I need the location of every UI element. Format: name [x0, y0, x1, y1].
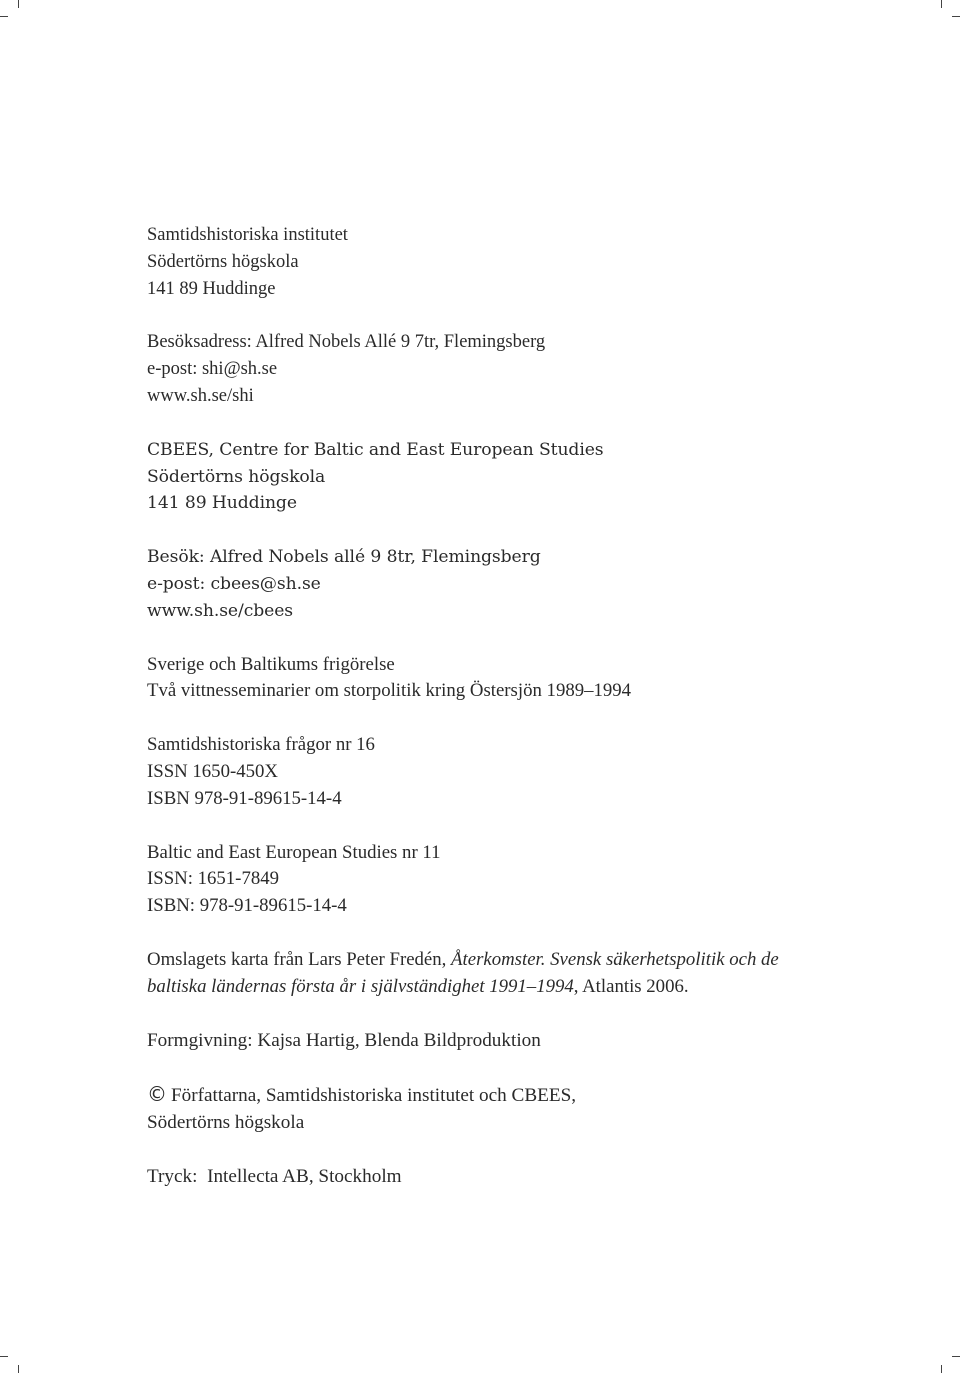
book-subtitle: Två vittnesseminarier om storpolitik kring Östersjön 1989–1994 — [147, 680, 632, 702]
series1-name: Samtidshistoriska frågor nr 16 — [147, 734, 375, 756]
cbees-email: e-post: cbees@sh.se — [147, 573, 321, 594]
crop-mark — [941, 1365, 942, 1373]
cbees-address-block — [147, 437, 847, 517]
copyright-holders: Författarna, Samtidshistoriska institutet och CBEES, — [171, 1085, 577, 1107]
copyright-icon: © — [147, 1082, 167, 1107]
print-credit-block — [147, 1164, 847, 1191]
cover-credit-suffix: , Atlantis 2006. — [573, 975, 689, 997]
shi-address-block — [147, 222, 847, 302]
crop-mark — [952, 1356, 960, 1357]
series2-isbn: ISBN: 978-91-89615-14-4 — [147, 895, 347, 917]
shi-name: Samtidshistoriska institutet — [147, 225, 348, 245]
cbees-contact-block — [147, 544, 847, 624]
cover-credit-line-2 — [147, 974, 847, 1001]
shi-visit-address: Besöksadress: Alfred Nobels Allé 9 7tr, Flemingsberg — [147, 332, 546, 353]
crop-mark — [0, 1356, 8, 1357]
copyright-block — [147, 1081, 847, 1137]
cover-credit-block — [147, 947, 847, 1001]
series2-block — [147, 840, 847, 920]
cbees-name: CBEES, Centre for Baltic and East European Studies — [147, 439, 604, 460]
print-credit: Tryck: Intellecta AB, Stockholm — [147, 1165, 402, 1187]
book-title: Sverige och Baltikums frigörelse — [147, 653, 395, 675]
shi-school: Södertörns högskola — [147, 251, 299, 272]
colophon — [147, 222, 847, 1218]
cover-credit-line-1 — [147, 947, 847, 974]
cbees-postal: 141 89 Huddinge — [147, 493, 297, 514]
crop-mark — [952, 16, 960, 17]
copyright-line-1 — [147, 1081, 847, 1110]
crop-mark — [18, 1365, 19, 1373]
series2-issn: ISSN: 1651-7849 — [147, 868, 280, 890]
cover-credit-prefix: Omslagets karta från Lars Peter Fredén, — [147, 948, 452, 970]
cover-work-title-1: Återkomster. Svensk säkerhetspolitik och de — [451, 948, 779, 970]
cbees-website: www.sh.se/cbees — [147, 600, 293, 621]
cbees-visit-address: Besök: Alfred Nobels allé 9 8tr, Flemingsberg — [147, 547, 541, 568]
series1-isbn: ISBN 978-91-89615-14-4 — [147, 787, 342, 809]
design-credit-block — [147, 1028, 847, 1055]
series2-name: Baltic and East European Studies nr 11 — [147, 841, 441, 863]
cover-work-title-2: baltiska ländernas första år i självständighet 1991–1994 — [147, 975, 574, 997]
shi-contact-block — [147, 329, 847, 409]
book-title-block — [147, 652, 847, 706]
cbees-school: Södertörns högskola — [147, 466, 326, 487]
crop-mark — [0, 16, 8, 17]
shi-postal: 141 89 Huddinge — [147, 278, 276, 299]
copyright-line-2: Södertörns högskola — [147, 1112, 305, 1134]
series1-block — [147, 732, 847, 812]
series1-issn: ISSN 1650-450X — [147, 760, 278, 782]
crop-mark — [18, 0, 19, 8]
design-credit: Formgivning: Kajsa Hartig, Blenda Bildproduktion — [147, 1029, 541, 1051]
crop-mark — [941, 0, 942, 8]
shi-website: www.sh.se/shi — [147, 385, 254, 406]
shi-email: e-post: shi@sh.se — [147, 359, 278, 380]
